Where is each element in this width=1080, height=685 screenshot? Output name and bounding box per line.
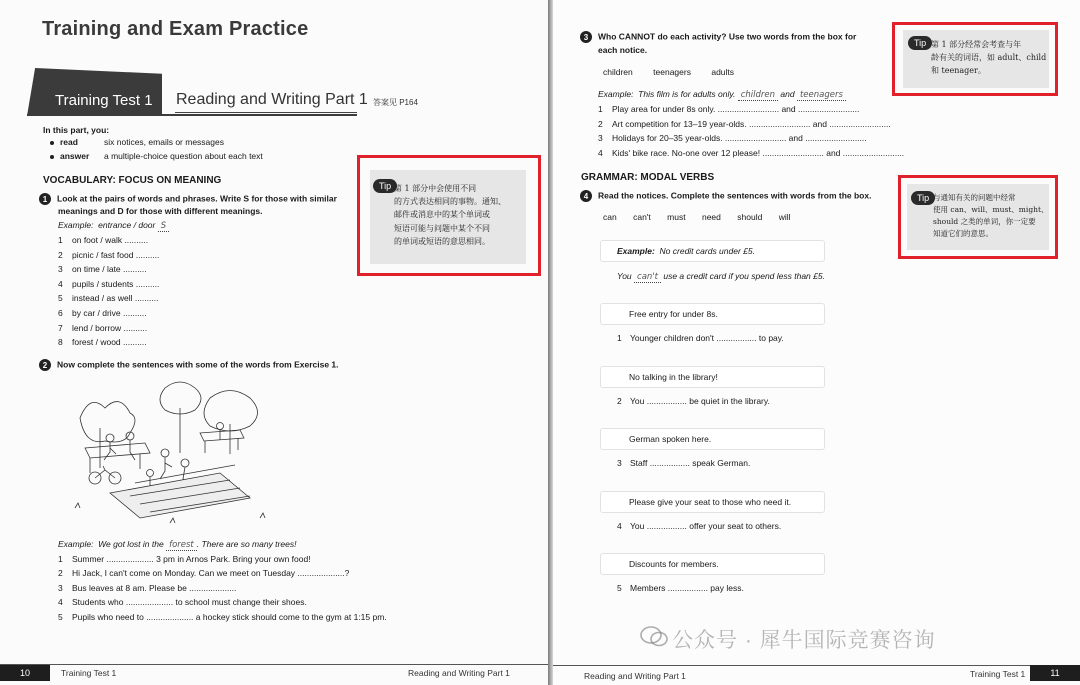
item-text: You ................. be quiet in the library. bbox=[630, 395, 770, 406]
bullet-dot bbox=[50, 141, 54, 145]
item-text: Staff ................. speak German. bbox=[630, 458, 751, 468]
ex1-example: Example: entrance / door S bbox=[58, 220, 169, 231]
ex4-item bbox=[617, 458, 750, 468]
tip-line: 与通知有关的问题中经常 bbox=[933, 193, 1016, 202]
item-number: 4 bbox=[58, 597, 63, 608]
item-text: Play area for under 8s only. .......................... and .......................... bbox=[612, 104, 860, 114]
item-text: Members ................. pay less. bbox=[630, 583, 744, 593]
item-text: Bus leaves at 8 am. Please be .................... bbox=[72, 582, 237, 593]
ex1-item bbox=[58, 323, 147, 333]
item-number: 3 bbox=[598, 133, 603, 143]
tip-line: 使用 can、will、must、might、 bbox=[933, 205, 1049, 214]
header-rule bbox=[27, 114, 357, 116]
item-text: Younger children don't ................. to pay. bbox=[630, 333, 784, 343]
footer-right-text: Reading and Writing Part 1 bbox=[408, 668, 510, 678]
ex1-item bbox=[58, 264, 147, 274]
ex1-instruction: 1 Look at the pairs of words and phrases. Write S for those with similar bbox=[39, 193, 337, 205]
item-number: 5 bbox=[58, 611, 63, 622]
ex3-instruction: 3 Who CANNOT do each activity? Use two words from the box for bbox=[580, 31, 856, 43]
item-number: 2 bbox=[617, 395, 622, 406]
tip-line: 龄有关的词语，如 adult、child bbox=[931, 53, 1047, 63]
tip-badge: Tip bbox=[908, 36, 932, 50]
box-word: must bbox=[667, 212, 686, 222]
ex3-item bbox=[598, 133, 867, 143]
ex4-word-box bbox=[603, 212, 791, 222]
item-number: 8 bbox=[58, 337, 63, 348]
wechat-icon bbox=[640, 626, 668, 648]
tip-line: should 之类的单词，你一定要 bbox=[933, 217, 1036, 226]
item-number: 5 bbox=[58, 293, 63, 304]
ex3-instruction-cont: each notice. bbox=[598, 45, 648, 55]
tip-text bbox=[931, 38, 1049, 78]
item-number: 5 bbox=[617, 583, 622, 593]
ex2-example: Example: We got lost in the forest . There are so many trees! bbox=[58, 539, 297, 550]
book-title: Training and Exam Practice bbox=[42, 18, 309, 40]
tip-highlight-frame bbox=[898, 175, 1058, 259]
ex3-word-box bbox=[603, 67, 734, 77]
ex3-item bbox=[598, 148, 904, 158]
ex4-example-notice: Example: No credit cards under £5. bbox=[600, 240, 825, 262]
ex4-example-sentence: You can't use a credit card if you spend less than £5. bbox=[617, 271, 825, 282]
footer-left-text: Training Test 1 bbox=[61, 668, 117, 678]
ex2-instruction: 2 Now complete the sentences with some of the words from Exercise 1. bbox=[39, 359, 339, 371]
ex2-item bbox=[58, 583, 236, 593]
tip-line: 的方式表达相同的事物。通知、 bbox=[394, 197, 506, 207]
ex1-instruction-cont: meanings and D for those with different meanings. bbox=[58, 206, 263, 216]
item-text: picnic / fast food .......... bbox=[72, 249, 160, 260]
bullet-read: read six notices, emails or messages bbox=[50, 137, 224, 147]
page-number: 11 bbox=[1030, 665, 1080, 681]
item-text: Summer .................... 3 pm in Arnos Park. Bring your own food! bbox=[72, 554, 311, 564]
tip-highlight-frame bbox=[892, 22, 1058, 96]
item-text: lend / borrow .......... bbox=[72, 322, 148, 333]
intro-text: In this part, you: bbox=[43, 125, 110, 135]
ex1-item bbox=[58, 279, 159, 289]
box-word: can't bbox=[633, 212, 651, 222]
box-word: adults bbox=[711, 67, 735, 77]
ex3-item bbox=[598, 104, 859, 114]
notice-text: German spoken here. bbox=[629, 434, 712, 444]
picnic-illustration bbox=[70, 378, 270, 528]
notice-box bbox=[600, 303, 825, 325]
footer-right-text: Training Test 1 bbox=[970, 669, 1026, 679]
tip-text bbox=[933, 192, 1051, 240]
ex1-item bbox=[58, 293, 158, 303]
ex1-number: 1 bbox=[39, 193, 51, 205]
bullet-answer: answer a multiple-choice question about each text bbox=[50, 151, 263, 161]
ex3-example-answer-2: teenagers bbox=[797, 90, 846, 101]
ex1-item bbox=[58, 308, 147, 318]
box-word: will bbox=[778, 212, 791, 222]
notice-box bbox=[600, 491, 825, 513]
test-label: Training Test 1 bbox=[55, 92, 153, 109]
ex3-number: 3 bbox=[580, 31, 592, 43]
item-text: pupils / students .......... bbox=[72, 278, 160, 289]
item-text: Holidays for 20–35 year-olds. .......................... and .......................... bbox=[612, 133, 867, 143]
notice-text: No talking in the library! bbox=[629, 371, 718, 382]
item-text: on foot / walk .......... bbox=[72, 235, 149, 245]
ex1-item bbox=[58, 250, 159, 260]
notice-box bbox=[600, 553, 825, 575]
tip-badge: Tip bbox=[911, 191, 935, 205]
box-word: teenagers bbox=[653, 67, 691, 77]
notice-text: Please give your seat to those who need it. bbox=[629, 496, 792, 507]
item-number: 6 bbox=[58, 308, 63, 318]
tip-line: 第 1 部分中会使用不同 bbox=[394, 184, 477, 193]
notice-box bbox=[600, 366, 825, 388]
ex4-item bbox=[617, 521, 781, 531]
ex1-item bbox=[58, 235, 148, 245]
tip-line: 第 1 部分经常会考查与年 bbox=[931, 40, 1022, 49]
item-number: 3 bbox=[617, 458, 622, 468]
item-text: Pupils who need to .................... a hockey stick should come to the gym at 1:15 pm. bbox=[72, 611, 387, 622]
item-number: 4 bbox=[58, 278, 63, 289]
item-number: 1 bbox=[598, 104, 603, 114]
ex2-item bbox=[58, 568, 349, 578]
tip-line: 邮件或消息中的某个单词或 bbox=[394, 210, 490, 220]
ex3-example: Example: This film is for adults only. children and teenagers bbox=[598, 89, 846, 100]
notice-box bbox=[600, 428, 825, 450]
page-number: 10 bbox=[0, 665, 50, 681]
notice-text: Free entry for under 8s. bbox=[629, 309, 718, 319]
item-text: instead / as well .......... bbox=[72, 293, 159, 304]
item-number: 1 bbox=[58, 235, 63, 245]
tip-line: 的单词或短语的意思相同。 bbox=[394, 236, 490, 246]
item-number: 2 bbox=[598, 118, 603, 129]
ex2-example-answer: forest bbox=[166, 540, 197, 551]
ex2-number: 2 bbox=[39, 359, 51, 371]
part-title-underline bbox=[175, 112, 357, 113]
ex1-item bbox=[58, 337, 147, 347]
tip-line: 和 teenager。 bbox=[931, 66, 986, 76]
item-number: 3 bbox=[58, 582, 63, 593]
item-number: 2 bbox=[58, 249, 63, 260]
item-text: Hi Jack, I can't come on Monday. Can we meet on Tuesday ....................? bbox=[72, 568, 350, 579]
ex4-number: 4 bbox=[580, 190, 592, 202]
item-text: Students who .................... to school must change their shoes. bbox=[72, 597, 307, 608]
item-number: 1 bbox=[58, 554, 63, 564]
ex4-item bbox=[617, 583, 744, 593]
ex4-example-answer: can't bbox=[634, 272, 661, 283]
item-number: 7 bbox=[58, 322, 63, 333]
ex2-item bbox=[58, 597, 307, 607]
ex3-item bbox=[598, 119, 891, 129]
item-number: 4 bbox=[598, 147, 603, 158]
ex2-item bbox=[58, 612, 387, 622]
ex4-instruction: 4 Read the notices. Complete the sentences with words from the box. bbox=[580, 190, 871, 202]
tip-highlight-frame bbox=[357, 155, 541, 276]
tip-text bbox=[394, 182, 522, 248]
footer-left-text: Reading and Writing Part 1 bbox=[584, 671, 686, 681]
bullet-dot bbox=[50, 155, 54, 159]
item-text: You ................. offer your seat to others. bbox=[630, 520, 782, 531]
footer-rule bbox=[0, 664, 548, 665]
box-word: children bbox=[603, 67, 633, 77]
ex2-item bbox=[58, 554, 311, 564]
item-text: Art competition for 13–19 year-olds. .......................... and .......................... bbox=[612, 118, 891, 129]
notice-text: Discounts for members. bbox=[629, 559, 719, 569]
vocab-heading: VOCABULARY: FOCUS ON MEANING bbox=[43, 175, 222, 186]
ex1-example-answer: S bbox=[158, 221, 169, 232]
box-word: should bbox=[737, 212, 763, 222]
watermark-text: 公众号 · 犀牛国际竞赛咨询 bbox=[672, 629, 936, 652]
ex4-item bbox=[617, 333, 784, 343]
item-number: 2 bbox=[58, 568, 63, 579]
box-word: need bbox=[701, 212, 721, 222]
ex3-example-answer-1: children bbox=[738, 90, 778, 101]
item-text: by car / drive .......... bbox=[72, 308, 147, 318]
item-text: forest / wood .......... bbox=[72, 337, 147, 348]
item-number: 1 bbox=[617, 333, 622, 343]
tip-line: 短语可能与问题中某个不同 bbox=[394, 223, 490, 233]
tip-badge: Tip bbox=[373, 179, 397, 193]
item-text: Kids' bike race. No-one over 12 please! .......................... and .......................... bbox=[612, 147, 905, 158]
item-text: on time / late .......... bbox=[72, 264, 147, 275]
ex4-item bbox=[617, 396, 770, 406]
answer-reference: 答案见 P164 bbox=[373, 98, 418, 107]
footer-rule bbox=[553, 665, 1080, 666]
grammar-heading: GRAMMAR: MODAL VERBS bbox=[581, 172, 715, 183]
box-word: can bbox=[603, 212, 617, 222]
tip-line: 知道它们的意思。 bbox=[933, 229, 993, 238]
item-number: 4 bbox=[617, 520, 622, 531]
item-number: 3 bbox=[58, 264, 63, 275]
part-title: Reading and Writing Part 1 bbox=[176, 91, 368, 108]
